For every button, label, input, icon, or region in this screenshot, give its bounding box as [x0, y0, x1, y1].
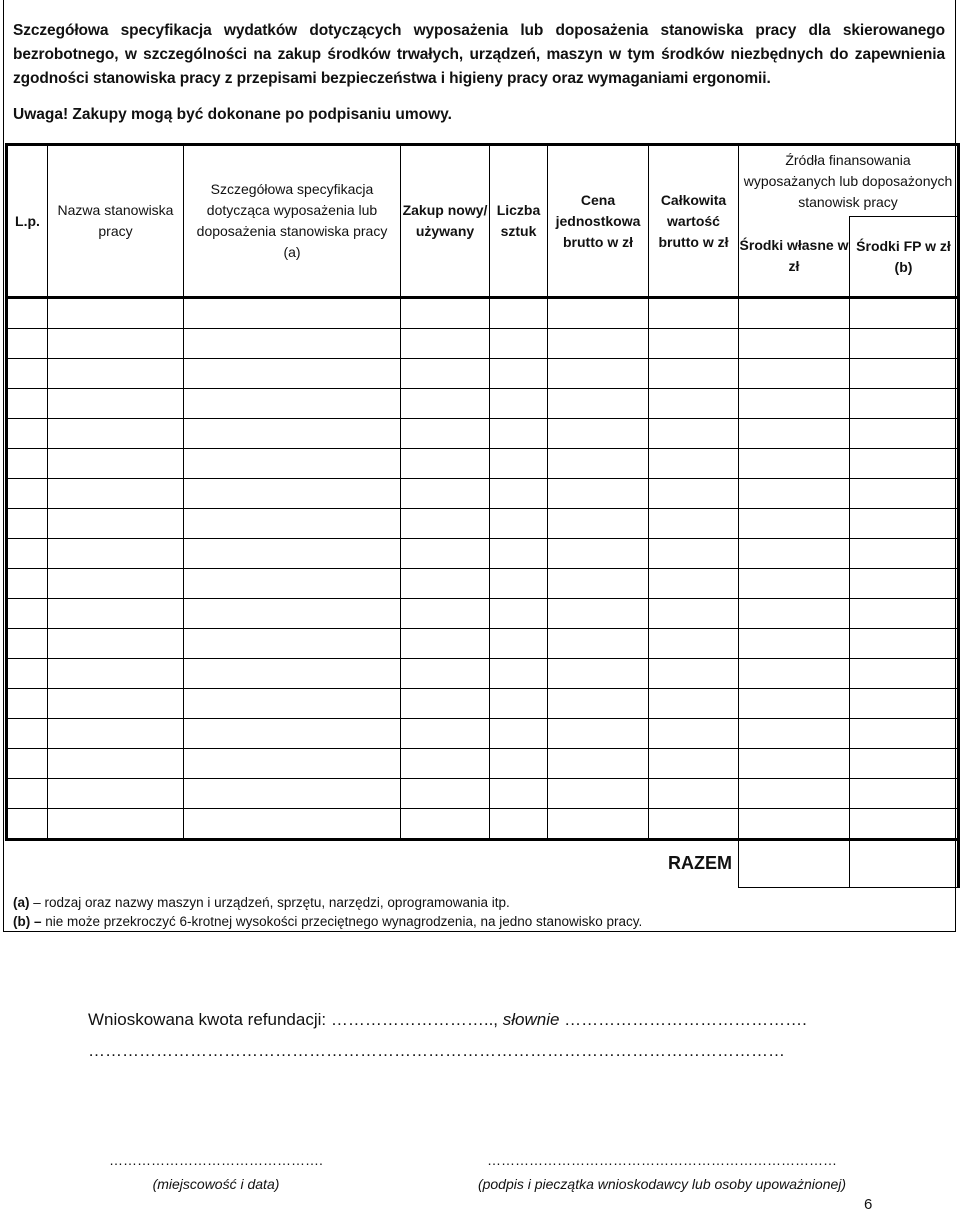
header-specyfikacja: Szczegółowa specyfikacja dotycząca wyposażenia lub doposażenia stanowiska pracy (a): [184, 145, 401, 298]
intro-line-2: bezrobotnego, w szczególności na zakup środków trwałych, urządzeń, maszyn w tym środków niezbędnych do zapewnienia: [13, 46, 945, 63]
table-cell[interactable]: [649, 389, 739, 419]
header-spec-note: (a): [283, 244, 301, 260]
table-cell[interactable]: [401, 419, 490, 449]
table-row: [7, 779, 959, 809]
table-cell[interactable]: [490, 719, 548, 749]
header-liczba: Liczba sztuk: [490, 145, 548, 298]
table-cell[interactable]: [490, 569, 548, 599]
table-cell[interactable]: [548, 419, 649, 449]
table-cell[interactable]: [850, 329, 959, 359]
table-cell[interactable]: [48, 479, 184, 509]
table-cell[interactable]: [649, 749, 739, 779]
table-cell[interactable]: [649, 719, 739, 749]
table-cell[interactable]: [401, 329, 490, 359]
table-cell[interactable]: [739, 689, 850, 719]
header-cena: Cena jednostkowa brutto w zł: [548, 145, 649, 298]
signature-caption: (podpis i pieczątka wnioskodawcy lub osoby upoważnionej): [477, 1176, 847, 1192]
table-cell[interactable]: [548, 539, 649, 569]
table-cell[interactable]: [7, 599, 48, 629]
table-cell[interactable]: [739, 569, 850, 599]
table-cell[interactable]: [184, 449, 401, 479]
table-cell[interactable]: [184, 509, 401, 539]
signature-field[interactable]: ………………………………………………………………… (podpis i pieczątka wnioskodawcy lub osoby upoważnionej): [455, 1152, 869, 1192]
table-cell[interactable]: [850, 479, 959, 509]
table-cell[interactable]: [850, 449, 959, 479]
header-lp: L.p.: [7, 145, 48, 298]
table-cell[interactable]: [401, 809, 490, 840]
table-cell[interactable]: [649, 419, 739, 449]
table-cell[interactable]: [7, 359, 48, 389]
table-cell[interactable]: [7, 389, 48, 419]
table-cell[interactable]: [739, 809, 850, 840]
table-cell[interactable]: [401, 599, 490, 629]
table-cell[interactable]: [548, 749, 649, 779]
table-cell[interactable]: [184, 298, 401, 329]
table-cell[interactable]: [548, 389, 649, 419]
table-cell[interactable]: [739, 389, 850, 419]
table-cell[interactable]: [7, 329, 48, 359]
table-cell[interactable]: [490, 599, 548, 629]
table-cell[interactable]: [649, 539, 739, 569]
table-cell[interactable]: [490, 629, 548, 659]
table-cell[interactable]: [548, 359, 649, 389]
table-cell[interactable]: [649, 599, 739, 629]
table-cell[interactable]: [490, 389, 548, 419]
table-cell[interactable]: [184, 719, 401, 749]
table-cell[interactable]: [48, 509, 184, 539]
table-cell[interactable]: [7, 779, 48, 809]
table-cell[interactable]: [548, 329, 649, 359]
table-cell[interactable]: [490, 479, 548, 509]
table-cell[interactable]: [490, 359, 548, 389]
table-cell[interactable]: [850, 809, 959, 840]
refund-words-line[interactable]: ……………………………………………………………………………………………………………: [88, 1041, 785, 1060]
table-cell[interactable]: [48, 569, 184, 599]
table-cell[interactable]: [490, 779, 548, 809]
warning-note: Uwaga! Zakupy mogą być dokonane po podpisaniu umowy.: [13, 106, 452, 123]
table-row: [7, 359, 959, 389]
intro-line-3: zgodności stanowiska pracy z przepisami bezpieczeństwa i higieny pracy oraz wymaganiami ergonomii.: [13, 70, 771, 87]
table-cell[interactable]: [649, 298, 739, 329]
table-cell[interactable]: [850, 539, 959, 569]
table-cell[interactable]: [490, 509, 548, 539]
table-cell[interactable]: [48, 749, 184, 779]
razem-label: RAZEM: [668, 853, 732, 874]
table-cell[interactable]: [739, 479, 850, 509]
table-row: [7, 539, 959, 569]
table-cell[interactable]: [184, 809, 401, 840]
table-cell[interactable]: [850, 749, 959, 779]
table-cell[interactable]: [850, 779, 959, 809]
table-cell[interactable]: [7, 479, 48, 509]
table-cell[interactable]: [401, 539, 490, 569]
table-cell[interactable]: [7, 449, 48, 479]
table-cell[interactable]: [7, 419, 48, 449]
table-row: [7, 329, 959, 359]
table-cell[interactable]: [850, 659, 959, 689]
table-cell[interactable]: [548, 779, 649, 809]
table-cell[interactable]: [739, 749, 850, 779]
table-cell[interactable]: [401, 779, 490, 809]
table-cell[interactable]: [490, 329, 548, 359]
table-cell[interactable]: [850, 419, 959, 449]
footnote-b: (b) – nie może przekroczyć 6-krotnej wysokości przeciętnego wynagrodzenia, na jedno stanowisko pracy.: [13, 914, 643, 929]
table-cell[interactable]: [48, 719, 184, 749]
table-cell[interactable]: [490, 749, 548, 779]
table-cell[interactable]: [48, 329, 184, 359]
table-cell[interactable]: [184, 329, 401, 359]
table-cell[interactable]: [548, 689, 649, 719]
table-cell[interactable]: [184, 539, 401, 569]
footnotes: [13, 893, 642, 931]
table-cell[interactable]: [850, 389, 959, 419]
table-cell[interactable]: [649, 689, 739, 719]
table-cell[interactable]: [739, 329, 850, 359]
table-cell[interactable]: [548, 599, 649, 629]
table-cell[interactable]: [850, 599, 959, 629]
intro-paragraph: [13, 19, 945, 91]
table-row: [7, 809, 959, 840]
table-cell[interactable]: [7, 509, 48, 539]
header-zakup: Zakup nowy/ używany: [401, 145, 490, 298]
table-cell[interactable]: [850, 719, 959, 749]
table-cell[interactable]: [490, 298, 548, 329]
table-cell[interactable]: [739, 449, 850, 479]
table-cell[interactable]: [401, 719, 490, 749]
header-fp: Środki FP w zł (b): [850, 217, 959, 298]
table-cell[interactable]: [7, 659, 48, 689]
table-cell[interactable]: [401, 298, 490, 329]
table-cell[interactable]: [48, 689, 184, 719]
table-cell[interactable]: [401, 629, 490, 659]
table-cell[interactable]: [850, 509, 959, 539]
table-cell[interactable]: [7, 809, 48, 840]
table-cell[interactable]: [490, 809, 548, 840]
table-cell[interactable]: [850, 298, 959, 329]
table-cell[interactable]: [184, 629, 401, 659]
table-cell[interactable]: [490, 539, 548, 569]
table-cell[interactable]: [48, 659, 184, 689]
table-cell[interactable]: [649, 809, 739, 840]
table-row: [7, 449, 959, 479]
table-cell[interactable]: [739, 539, 850, 569]
table-cell[interactable]: [184, 599, 401, 629]
table-cell[interactable]: [184, 389, 401, 419]
table-cell[interactable]: [184, 779, 401, 809]
table-cell[interactable]: [548, 629, 649, 659]
table-cell[interactable]: [649, 659, 739, 689]
table-cell[interactable]: [548, 809, 649, 840]
table-row: [7, 419, 959, 449]
table-cell[interactable]: [850, 569, 959, 599]
header-fp-note: (b): [894, 258, 913, 275]
table-cell[interactable]: [48, 359, 184, 389]
table-cell[interactable]: [548, 719, 649, 749]
table-cell[interactable]: [739, 779, 850, 809]
razem-fp[interactable]: [850, 840, 959, 888]
table-cell[interactable]: [739, 629, 850, 659]
table-cell[interactable]: [48, 298, 184, 329]
table-cell[interactable]: [7, 689, 48, 719]
table-cell[interactable]: [548, 659, 649, 689]
table-cell[interactable]: [401, 749, 490, 779]
page-number: 6: [864, 1196, 873, 1213]
table-cell[interactable]: [184, 749, 401, 779]
place-date-caption: (miejscowość i data): [152, 1176, 280, 1192]
table-cell[interactable]: [649, 449, 739, 479]
table-cell[interactable]: [490, 449, 548, 479]
intro-line-1: Szczegółowa specyfikacja wydatków dotyczących wyposażenia lub doposażenia stanowiska pracy dla skierowanego: [13, 22, 945, 39]
refund-amount-line[interactable]: Wnioskowana kwota refundacji: ……………………….., słownie …………………………………….: [88, 1010, 807, 1029]
table-row: [7, 689, 959, 719]
table-cell[interactable]: [48, 629, 184, 659]
table-cell[interactable]: [739, 419, 850, 449]
table-cell[interactable]: [490, 689, 548, 719]
table-cell[interactable]: [401, 389, 490, 419]
table-cell[interactable]: [548, 479, 649, 509]
table-cell[interactable]: [7, 719, 48, 749]
table-cell[interactable]: [48, 599, 184, 629]
table-row: [7, 659, 959, 689]
table-cell[interactable]: [48, 809, 184, 840]
table-cell[interactable]: [649, 509, 739, 539]
table-cell[interactable]: [48, 389, 184, 419]
table-cell[interactable]: [850, 359, 959, 389]
table-cell[interactable]: [401, 509, 490, 539]
table-cell[interactable]: [548, 569, 649, 599]
table-cell[interactable]: [649, 779, 739, 809]
table-cell[interactable]: [48, 779, 184, 809]
table-cell[interactable]: [7, 629, 48, 659]
table-cell[interactable]: [7, 539, 48, 569]
table-cell[interactable]: [184, 659, 401, 689]
table-cell[interactable]: [649, 629, 739, 659]
table-cell[interactable]: [649, 479, 739, 509]
specification-table: [5, 143, 960, 888]
table-cell[interactable]: [739, 599, 850, 629]
table-cell[interactable]: [649, 569, 739, 599]
table-cell[interactable]: [548, 298, 649, 329]
table-row: [7, 569, 959, 599]
table-cell[interactable]: [548, 449, 649, 479]
table-cell[interactable]: [739, 509, 850, 539]
table-cell[interactable]: [184, 359, 401, 389]
table-cell[interactable]: [7, 749, 48, 779]
header-wartosc: Całkowita wartość brutto w zł: [649, 145, 739, 298]
table-cell[interactable]: [7, 569, 48, 599]
table-cell[interactable]: [184, 689, 401, 719]
table-cell[interactable]: [184, 419, 401, 449]
table-row: [7, 629, 959, 659]
header-nazwa: Nazwa stanowiska pracy: [48, 145, 184, 298]
table-cell[interactable]: [48, 419, 184, 449]
table-cell[interactable]: [401, 359, 490, 389]
table-row: [7, 389, 959, 419]
table-row: [7, 719, 959, 749]
table-cell[interactable]: [401, 449, 490, 479]
table-cell[interactable]: [401, 569, 490, 599]
razem-wlasne[interactable]: [739, 840, 850, 888]
place-date-field[interactable]: ………………………………………. (miejscowość i data): [88, 1152, 344, 1192]
table-cell[interactable]: [739, 359, 850, 389]
table-row: [7, 509, 959, 539]
table-cell[interactable]: [850, 629, 959, 659]
table-row: [7, 298, 959, 329]
table-cell[interactable]: [184, 479, 401, 509]
table-cell[interactable]: [490, 659, 548, 689]
table-cell[interactable]: [7, 298, 48, 329]
table-row: [7, 749, 959, 779]
table-cell[interactable]: [649, 329, 739, 359]
table-cell[interactable]: [48, 539, 184, 569]
table-cell[interactable]: [739, 659, 850, 689]
table-cell[interactable]: [401, 659, 490, 689]
header-wlasne: Środki własne w zł: [739, 217, 850, 298]
table-row: [7, 599, 959, 629]
table-row: [7, 479, 959, 509]
table-cell[interactable]: [649, 359, 739, 389]
header-zrodla: Źródła finansowania wyposażanych lub doposażonych stanowisk pracy: [739, 145, 959, 217]
table-cell[interactable]: [184, 569, 401, 599]
table-cell[interactable]: [548, 509, 649, 539]
table-cell[interactable]: [490, 419, 548, 449]
table-cell[interactable]: [739, 298, 850, 329]
razem-cell: [7, 840, 739, 888]
table-cell[interactable]: [401, 479, 490, 509]
table-cell[interactable]: [850, 689, 959, 719]
table-cell[interactable]: [739, 719, 850, 749]
table-cell[interactable]: [48, 449, 184, 479]
table-cell[interactable]: [401, 689, 490, 719]
footnote-a: (a) – rodzaj oraz nazwy maszyn i urządzeń, sprzętu, narzędzi, oprogramowania itp.: [13, 895, 510, 910]
